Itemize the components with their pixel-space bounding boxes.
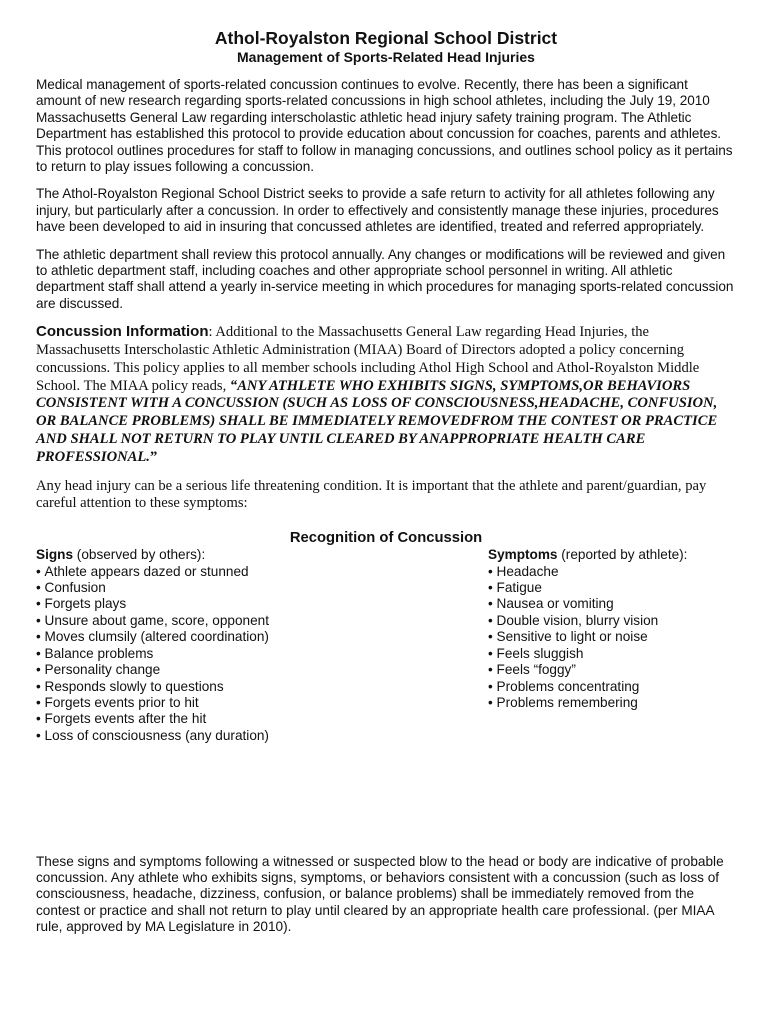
symptom-item: • Double vision, blurry vision xyxy=(488,613,738,629)
signs-column xyxy=(36,547,456,744)
sign-item: • Responds slowly to questions xyxy=(36,679,456,695)
signs-heading-label: Signs xyxy=(36,547,74,563)
sign-item: • Athlete appears dazed or stunned xyxy=(36,564,456,580)
sign-item: • Balance problems xyxy=(36,646,456,662)
intro-paragraph-3: The athletic department shall review this protocol annually. Any changes or modifications will be reviewed and given to athletic department staff, including coaches and other appropriate school personnel in writing. All athletic department staff shall attend a yearly in-service meeting in which procedures for managing sports-related concussion are discussed. xyxy=(36,246,734,311)
symptom-item: • Problems remembering xyxy=(488,695,738,711)
symptom-item: • Sensitive to light or noise xyxy=(488,629,738,645)
concussion-information-heading: Concussion Information xyxy=(36,323,209,341)
sign-item: • Forgets events prior to hit xyxy=(36,695,456,711)
signs-list xyxy=(36,564,456,744)
closing-paragraph: These signs and symptoms following a witnessed or suspected blow to the head or body are indicative of probable concussion. Any athlete who exhibits signs, symptoms, or behaviors consistent with a concussion (such as loss of consciousness, headache, dizziness, confusion, or balance problems) shall be immediately removed from the contest or practice and shall not return to play until cleared by an appropriate health care professional. (per MIAA rule, approved by MA Legislature in 2010). xyxy=(36,853,724,935)
symptoms-heading-note: (reported by athlete): xyxy=(557,547,688,563)
symptom-item: • Problems concentrating xyxy=(488,679,738,695)
sign-item: • Moves clumsily (altered coordination) xyxy=(36,629,456,645)
symptoms-heading-label: Symptoms xyxy=(488,547,558,563)
sign-item: • Unsure about game, score, opponent xyxy=(36,613,456,629)
signs-heading-note: (observed by others): xyxy=(73,547,206,563)
sign-item: • Forgets events after the hit xyxy=(36,711,456,727)
sign-item: • Personality change xyxy=(36,662,456,678)
sign-item: • Loss of consciousness (any duration) xyxy=(36,728,456,744)
intro-paragraph-1: Medical management of sports-related concussion continues to evolve. Recently, there has been a significant amount of new research regarding sports-related concussions in high school athletes, including the July 19, 2010 Massachusetts General Law regarding interscholastic athletic head injury safety training program. The Athletic Department has established this protocol to provide education about concussion for coaches, parents and athletes. This protocol outlines procedures for staff to follow in managing concussions, and outlines school policy as it pertains to return to play issues following a concussion. xyxy=(36,77,733,175)
recognition-title: Recognition of Concussion xyxy=(289,530,483,547)
intro-paragraph-2: The Athol-Royalston Regional School District seeks to provide a safe return to activity for all athletes following any injury, but particularly after a concussion. In order to effectively and consistently manage these injuries, procedures have been developed to aid in insuring that concussed athletes are identified, treated and referred appropriately. xyxy=(36,186,719,235)
concussion-information-text: : Additional to the Massachusetts General Law regarding Head Injuries, the Massachusetts Interscholastic Athletic Administration (MIAA) Board of Directors adopted a policy concerning concussions. This policy applies to all member schools including Athol High School and Athol-Royalston Middle School. The MIAA policy reads, xyxy=(36,324,700,394)
symptom-item: • Headache xyxy=(488,564,738,580)
symptom-item: • Feels sluggish xyxy=(488,646,738,662)
symptoms-column xyxy=(488,547,738,711)
symptom-item: • Fatigue xyxy=(488,580,738,596)
sign-item: • Forgets plays xyxy=(36,596,456,612)
document-subtitle: Management of Sports-Related Head Injuries xyxy=(237,49,535,65)
signs-heading xyxy=(36,547,456,563)
symptom-item: • Nausea or vomiting xyxy=(488,596,738,612)
symptoms-heading xyxy=(488,547,738,563)
concussion-information-paragraph xyxy=(36,323,736,466)
head-injury-paragraph: Any head injury can be a serious life threatening condition. It is important that the athlete and parent/guardian, pay careful attention to these symptoms: xyxy=(36,477,707,512)
sign-item: • Confusion xyxy=(36,580,456,596)
recognition-columns xyxy=(36,547,736,777)
miaa-policy-quote: “ANY ATHLETE WHO EXHIBITS SIGNS, SYMPTOMS,OR BEHAVIORS CONSISTENT WITH A CONCUSSION (SUCH AS LOSS OF CONSCIOUSNESS,HEADACHE, CONFUSION, OR BALANCE PROBLEMS) SHALL BE IMMEDIATELY REMOVEDFROM THE CONTEST OR PRACTICE AND SHALL NOT RETURN TO PLAY UNTIL CLEARED BY ANAPPROPRIATE HEALTH CARE PROFESSIONAL. xyxy=(36,377,718,465)
symptom-item: • Feels “foggy” xyxy=(488,662,738,678)
miaa-policy-quote-end: ” xyxy=(149,448,158,465)
document-page xyxy=(36,22,736,777)
symptoms-list xyxy=(488,564,738,712)
document-title: Athol-Royalston Regional School District xyxy=(214,28,558,48)
